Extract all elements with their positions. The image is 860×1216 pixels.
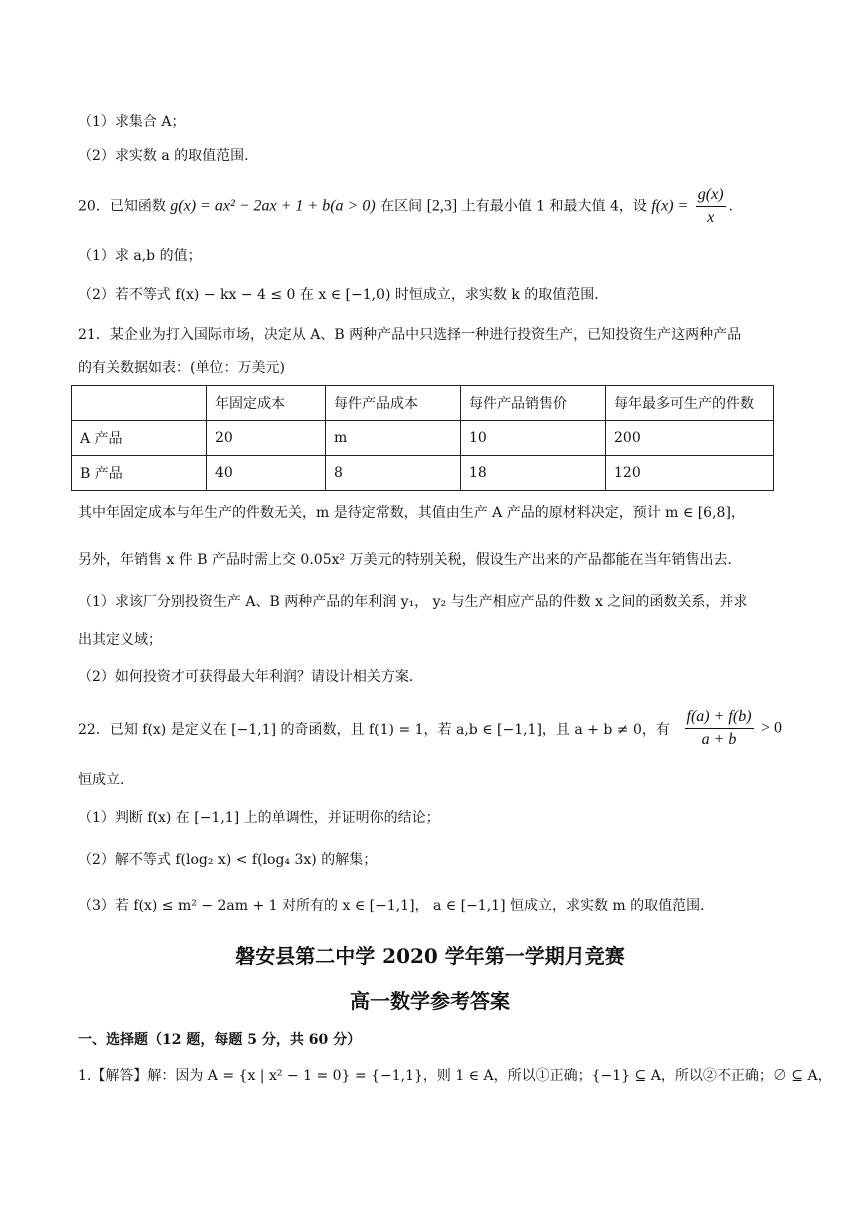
table-cell: m <box>326 421 461 456</box>
q20-part1: （1）求 a,b 的值； <box>78 248 202 264</box>
table-cell: B 产品 <box>72 456 207 491</box>
table-header-cell: 年固定成本 <box>207 386 326 421</box>
table-header-row <box>72 386 774 421</box>
section-heading-choice: 一、选择题（12 题，每题 5 分，共 60 分） <box>78 1032 362 1048</box>
q22-part2: （2）解不等式 f(log₂ x) < f(log₄ 3x) 的解集； <box>78 852 378 868</box>
q22-part3: （3）若 f(x) ≤ m² − 2am + 1 对所有的 x ∈ [−1,1]， a ∈ [−1,1] 恒成立，求实数 m 的取值范围． <box>78 898 715 914</box>
q20-part2: （2）若不等式 f(x) − kx − 4 ≤ 0 在 x ∈ [−1,0) 时恒成立，求实数 k 的取值范围． <box>78 287 609 303</box>
q22-statement: 22．已知 f(x) 是定义在 [−1,1] 的奇函数，且 f(1) = 1，若 a,b ∈ [−1,1]，且 a + b ≠ 0，有 $\frac{f(a) + f(b)}{a + b}$ > 0 <box>78 706 782 726</box>
table-cell: 10 <box>461 421 606 456</box>
answer-title: 磐安县第二中学 2020 学年第一学期月竞赛 <box>235 944 625 968</box>
q22-part1: （1）判断 f(x) 在 [−1,1] 上的单调性，并证明你的结论； <box>78 810 440 826</box>
table-cell: 120 <box>606 456 774 491</box>
table-cell: 200 <box>606 421 774 456</box>
q21-part1-a: （1）求该厂分别投资生产 A、B 两种产品的年利润 y₁， y₂ 与生产相应产品的件数 x 之间的函数关系，并求 <box>78 594 748 610</box>
product-data-table <box>71 385 774 491</box>
q19-part1: （1）求集合 A； <box>78 114 186 130</box>
table-row <box>72 456 774 491</box>
q20-fraction: $\frac{g(x)}{x}$ <box>697 186 724 226</box>
table-cell: 18 <box>461 456 606 491</box>
q19-part2: （2）求实数 a 的取值范围． <box>78 148 259 164</box>
q20-fx-lhs: f(x) = <box>651 197 689 215</box>
answer-1: 1.【解答】解：因为 A = {x | x² − 1 = 0} = {−1,1}，则 1 ∈ A，所以①正确；{−1} ⊆ A，所以②不正确；∅ ⊆ A， <box>78 1068 832 1084</box>
table-cell: A 产品 <box>72 421 207 456</box>
q21-statement-c: 其中年固定成本与年生产的件数无关，m 是待定常数，其值由生产 A 产品的原材料决定，预计 m ∈ [6,8]， <box>78 505 745 521</box>
table-header-cell: 每件产品成本 <box>326 386 461 421</box>
q22-statement-b: 恒成立． <box>78 772 134 788</box>
table-cell: 40 <box>207 456 326 491</box>
table-header-cell: 每件产品销售价 <box>461 386 606 421</box>
table-cell: 8 <box>326 456 461 491</box>
q21-statement-a: 21．某企业为打入国际市场，决定从 A、B 两种产品中只选择一种进行投资生产，已知投资生产这两种产品 <box>78 327 742 343</box>
table-header-cell: 每年最多可生产的件数 <box>606 386 774 421</box>
table-cell: 20 <box>207 421 326 456</box>
q20-gx-formula: g(x) = ax² − 2ax + 1 + b(a > 0) <box>170 197 376 215</box>
q20-statement: 20．已知函数 g(x) = ax² − 2ax + 1 + b(a > 0) 在区间 [2,3] 上有最小值 1 和最大值 4，设 f(x) = $\frac{g(x)}{x}$ . <box>78 184 733 229</box>
q21-part2: （2）如何投资才可获得最大年利润？请设计相关方案． <box>78 669 423 685</box>
answer-subtitle: 高一数学参考答案 <box>350 989 510 1013</box>
q21-part1-b: 出其定义域； <box>78 632 162 648</box>
q21-statement-b: 的有关数据如表：(单位：万美元) <box>78 360 285 376</box>
table-header-cell <box>72 386 207 421</box>
q22-fraction: $\frac{f(a) + f(b)}{a + b}$ <box>686 708 752 748</box>
q20-interval: [2,3] <box>426 197 458 215</box>
table-row <box>72 421 774 456</box>
q21-statement-d: 另外，年销售 x 件 B 产品时需上交 0.05x² 万美元的特别关税，假设生产出来的产品都能在当年销售出去． <box>78 552 742 568</box>
